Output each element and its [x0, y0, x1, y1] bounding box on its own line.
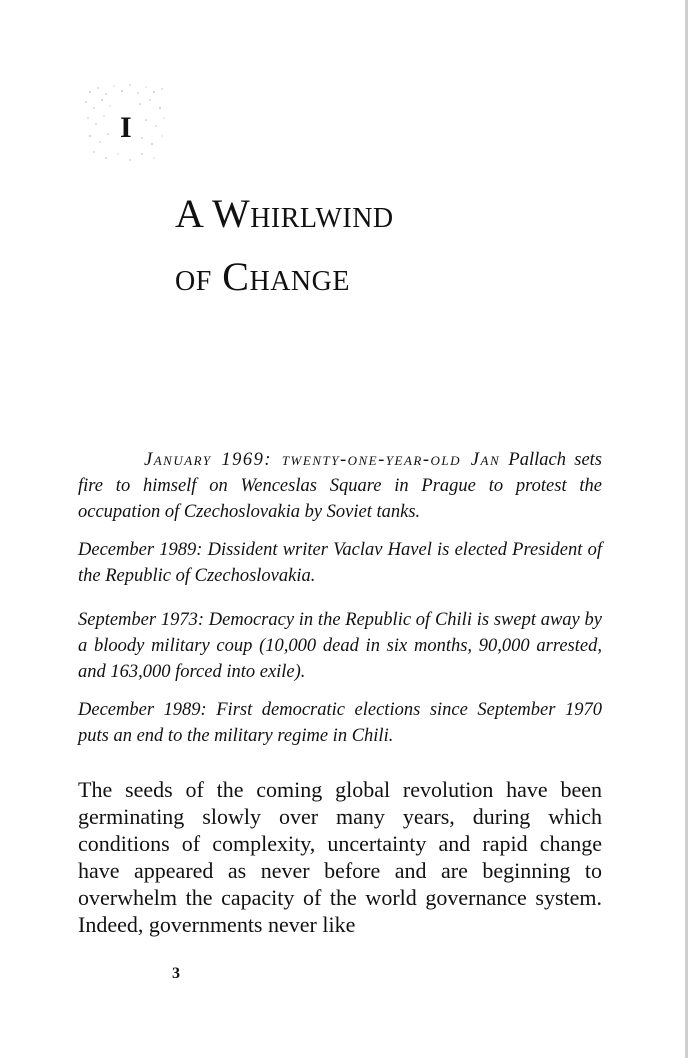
- entry-lead: January 1969: twenty-one-year-old Jan: [144, 450, 501, 470]
- chronology-entries: [78, 447, 602, 761]
- chronology-entry: December 1989: Dissident writer Vaclav Havel is elected President of the Republic of Czechoslovakia.: [78, 540, 602, 586]
- chapter-title-line-1: A Whirlwind: [175, 191, 394, 236]
- chapter-title: [175, 182, 394, 308]
- chronology-entry: [78, 447, 602, 525]
- chapter-marker: [80, 80, 170, 165]
- chronology-entry: September 1973: Democracy in the Republic of Chili is swept away by a bloody military coup (10,000 dead in six months, 90,000 arrested, and 163,000 forced into exile).: [78, 610, 602, 682]
- body-paragraph: The seeds of the coming global revolution have been germinating slowly over many years, during which conditions of complexity, uncertainty and rapid change have appeared as never before and are beginning to overwhelm the capacity of the world governance system. Indeed, governments never like: [78, 777, 602, 937]
- chapter-number: I: [120, 111, 132, 144]
- entry-text: Pallach sets fire to himself on Wenceslas Square in Prague to protest the occupation of Czechoslovakia by Soviet tanks.: [78, 450, 602, 522]
- page-number: 3: [172, 965, 180, 982]
- chapter-title-line-2: of Change: [175, 254, 350, 299]
- chronology-entry: December 1989: First democratic elections since September 1970 puts an end to the military regime in Chili.: [78, 700, 602, 746]
